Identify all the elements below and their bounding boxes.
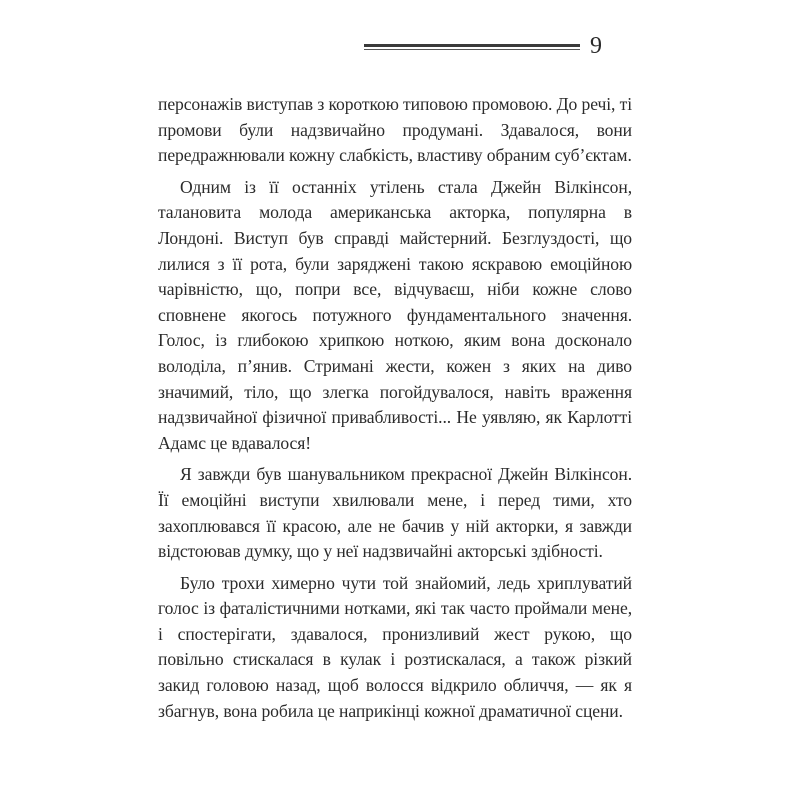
body-text — [158, 92, 632, 724]
paragraph: Я завжди був шанувальником прекрасної Джейн Вілкінсон. Її емоційні виступи хвилювали мене, і перед тими, хто захоплювався її красою, але не бачив у ній акторки, я завжди відстоював думку, що у неї надзвичайні акторські здібності. — [158, 464, 632, 562]
paragraph: Одним із її останніх утілень стала Джейн Вілкінсон, талановита молода американська акторка, популярна в Лондоні. Виступ був справді майстерний. Безглуздості, що лилися з її рота, були заряджені такою яскравою емоційною чарівністю, що, попри все, відчуваєш, ніби кожне слово сповнене якогось потужного фундаментального значення. Голос, із глибокою хрипкою ноткою, яким вона досконало володіла, п’янив. Стримані жести, кожен з яких на диво значимий, тіло, що злегка погойдувалося, навіть враження надзвичайної фізичної привабливості... Не уявляю, як Карлотті Адамс це вдавалося! — [158, 176, 632, 453]
header-rule-thin — [364, 49, 580, 50]
paragraph: персонажів виступав з короткою типовою промовою. До речі, ті промови були надзвичайно продумані. Здавалося, вони передражнювали кожну слабкість, властиву обраним суб’єктам. — [158, 94, 633, 166]
page-header — [364, 28, 624, 64]
page-number: 9 — [590, 33, 602, 59]
paragraph: Було трохи химерно чути той знайомий, ледь хриплуватий голос із фаталістичними нотками, які так часто проймали мене, і спостерігати, здавалося, пронизливий жест рукою, що повільно стискалася в кулак і розтискалася, а також різкий закид головою назад, щоб волосся відкрило обличчя, — як я збагнув, вона робила це наприкінці кожної драматичної сцени. — [158, 572, 632, 721]
header-rule — [364, 44, 580, 47]
